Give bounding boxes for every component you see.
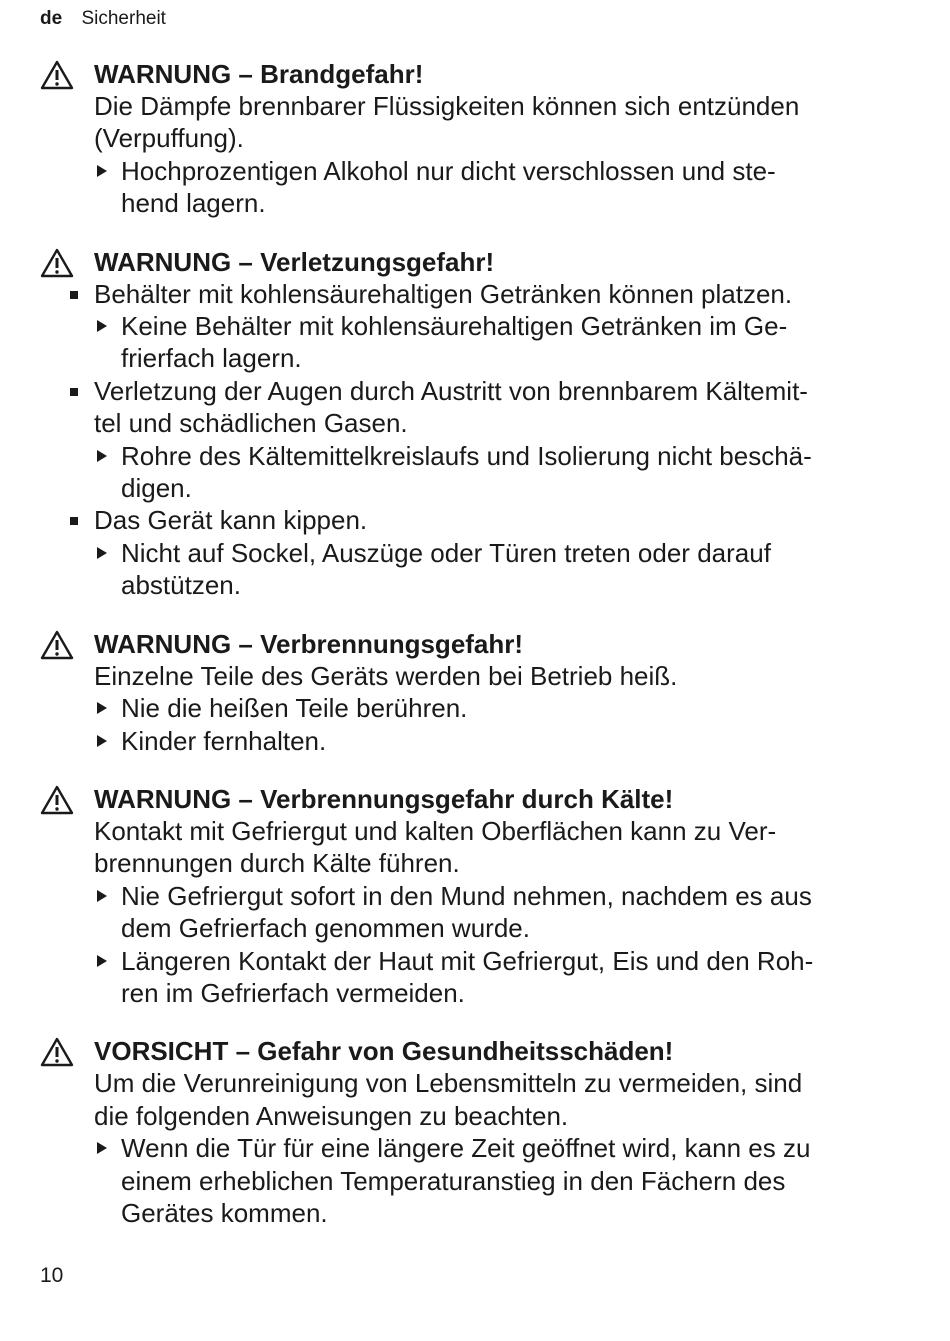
action-step [40, 310, 900, 342]
warning-title-text: WARNUNG – Verletzungsgefahr! [94, 246, 495, 277]
safety-content [40, 58, 900, 1255]
warning-block [40, 246, 900, 602]
action-step [40, 1132, 900, 1164]
language-code: de [40, 8, 63, 29]
bullet-item [40, 375, 900, 407]
warning-title [40, 1035, 900, 1067]
warning-triangle-icon [40, 630, 74, 660]
action-step [40, 880, 900, 912]
warning-title [40, 246, 900, 278]
bullet-text: Behälter mit kohlensäurehaltigen Getränken können platzen. [94, 278, 793, 309]
bullet-item [40, 504, 900, 536]
action-text: frierfach lagern. [121, 343, 302, 374]
action-step [40, 977, 900, 1009]
action-step [40, 472, 900, 504]
action-step [40, 912, 900, 944]
action-text: Nie Gefriergut sofort in den Mund nehmen, nachdem es aus [121, 880, 812, 911]
warning-title [40, 628, 900, 660]
arrow-right-icon [97, 320, 107, 332]
warning-text: Die Dämpfe brennbarer Flüssigkeiten können sich entzünden [94, 91, 800, 121]
action-step [40, 725, 900, 757]
warning-triangle-icon [40, 1037, 74, 1067]
arrow-right-icon [97, 702, 107, 714]
warning-block [40, 58, 900, 220]
warning-text: Kontakt mit Gefriergut und kalten Oberflächen kann zu Ver- [94, 815, 777, 846]
warning-text: brennungen durch Kälte führen. [94, 848, 460, 879]
warning-text: die folgenden Anweisungen zu beachten. [94, 1100, 569, 1131]
bullet-text: Das Gerät kann kippen. [94, 505, 368, 536]
action-text: Keine Behälter mit kohlensäurehaltigen Getränken im Ge- [121, 311, 788, 342]
warning-block [40, 783, 900, 1009]
square-bullet-icon [70, 517, 78, 525]
action-step [40, 569, 900, 601]
warning-title-text: WARNUNG – Verbrennungsgefahr! [94, 628, 524, 659]
action-text: Gerätes kommen. [121, 1197, 328, 1228]
action-text: abstützen. [121, 570, 241, 601]
action-text: Wenn die Tür für eine längere Zeit geöffnet wird, kann es zu [121, 1133, 811, 1164]
page-number: 10 [40, 1264, 64, 1287]
warning-triangle-icon [40, 248, 74, 278]
action-text: Nicht auf Sockel, Auszüge oder Türen treten oder darauf [121, 537, 771, 568]
warning-text: Um die Verunreinigung von Lebensmitteln zu vermeiden, sind [94, 1068, 803, 1099]
action-step [40, 1165, 900, 1197]
square-bullet-icon [70, 291, 78, 299]
action-text: Kinder fernhalten. [121, 725, 327, 756]
square-bullet-icon [70, 388, 78, 396]
warning-title-text: VORSICHT – Gefahr von Gesundheitsschäden! [94, 1036, 674, 1067]
action-step [40, 342, 900, 374]
warning-triangle-icon [40, 60, 74, 90]
arrow-right-icon [97, 1142, 107, 1154]
warning-block [40, 628, 900, 757]
arrow-right-icon [97, 955, 107, 967]
action-text: ren im Gefrierfach vermeiden. [121, 977, 465, 1008]
warning-text: (Verpuffung). [94, 123, 244, 154]
action-text: Rohre des Kältemittelkreislaufs und Isolierung nicht beschä- [121, 440, 812, 471]
warning-title [40, 58, 900, 90]
warning-text: Einzelne Teile des Geräts werden bei Betrieb heiß. [94, 660, 678, 691]
section-title: Sicherheit [81, 8, 166, 29]
arrow-right-icon [97, 450, 107, 462]
warning-triangle-icon [40, 785, 74, 815]
action-step [40, 692, 900, 724]
action-text: Nie die heißen Teile berühren. [121, 693, 468, 724]
arrow-right-icon [97, 547, 107, 559]
bullet-text: tel und schädlichen Gasen. [94, 408, 408, 439]
bullet-item [40, 407, 900, 439]
action-step [40, 537, 900, 569]
action-step [40, 440, 900, 472]
action-text: Längeren Kontakt der Haut mit Gefriergut, Eis und den Roh- [121, 945, 814, 976]
warning-block [40, 1035, 900, 1229]
arrow-right-icon [97, 735, 107, 747]
action-text: dem Gefrierfach genommen wurde. [121, 913, 530, 944]
page-header [40, 8, 166, 30]
action-text: Hochprozentigen Alkohol nur dicht verschlossen und ste- [121, 155, 776, 186]
bullet-text: Verletzung der Augen durch Austritt von brennbarem Kältemit- [94, 375, 808, 406]
action-step [40, 945, 900, 977]
action-text: einem erheblichen Temperaturanstieg in den Fächern des [121, 1165, 786, 1196]
action-text: digen. [121, 473, 192, 504]
warning-title-text: WARNUNG – Verbrennungsgefahr durch Kälte! [94, 783, 674, 814]
warning-title [40, 783, 900, 815]
action-step [40, 187, 900, 219]
action-step [40, 1197, 900, 1229]
action-text: hend lagern. [121, 188, 266, 219]
warning-title-text: WARNUNG – Brandgefahr! [94, 59, 424, 89]
bullet-item [40, 278, 900, 310]
arrow-right-icon [97, 165, 107, 177]
action-step [40, 155, 900, 187]
arrow-right-icon [97, 890, 107, 902]
